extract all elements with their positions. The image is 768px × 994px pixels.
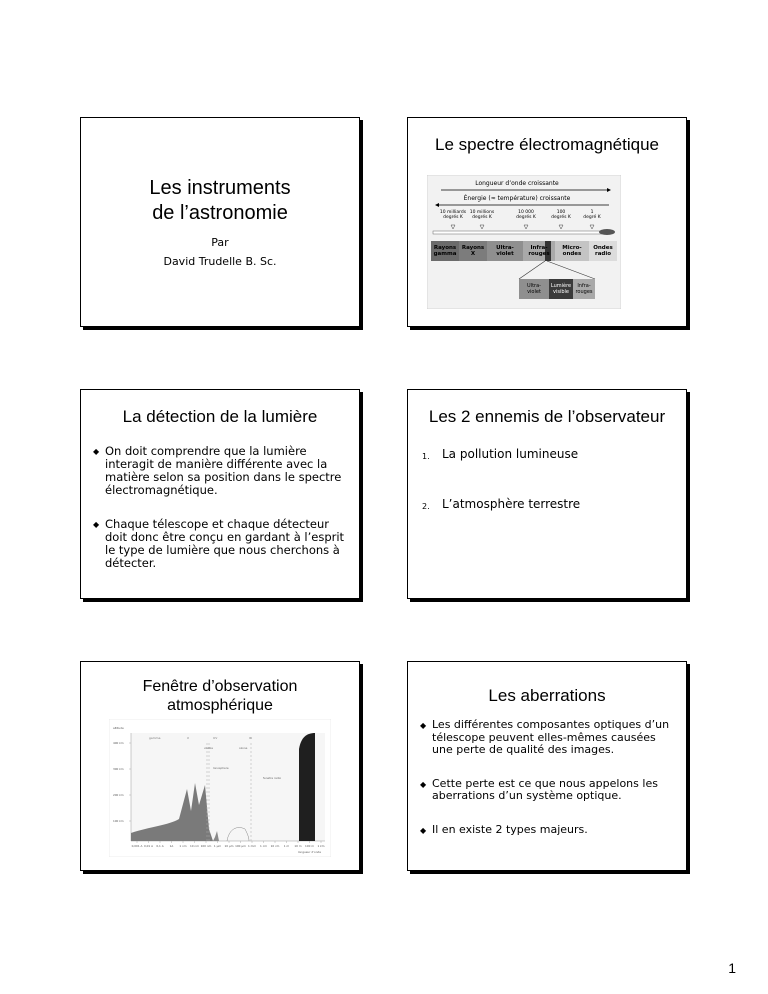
slide-aberrations [407, 661, 687, 871]
x-tick-label: 0,001 A [131, 844, 143, 848]
bullet-item: ◆ Les différentes composantes optiques d’un télescope peuvent elles-mêmes causées une perte de qualité des images. [420, 718, 670, 756]
x-tick-label: 10 cm [270, 844, 280, 848]
y-tick-label: 200 km [113, 793, 124, 797]
temperature-label: 10 milliards degrés K [439, 210, 467, 220]
x-tick-label: 10 µm [224, 844, 234, 848]
slide-enemies [407, 389, 687, 599]
x-tick-label: 10 nm [190, 844, 199, 848]
wave-line [433, 231, 603, 234]
diamond-bullet-icon: ◆ [420, 721, 427, 730]
author-name: David Trudelle B. Sc. [163, 255, 277, 268]
figure-note: ozone [239, 746, 248, 750]
x-tick-label: 1 cm [260, 844, 267, 848]
presentation-title: Les instruments de l’astronomie [149, 177, 291, 224]
page-number: 1 [728, 960, 736, 976]
slide-spectrum [407, 117, 687, 327]
diamond-bullet-icon: ◆ [420, 779, 427, 789]
by-label: Par [211, 236, 229, 249]
bullet-item: ◆ Il en existe 2 types majeurs. [420, 822, 588, 836]
x-tick-label: 10 m [294, 844, 302, 848]
figure-note: fenetre radio [263, 776, 282, 780]
band-label: Micro-ondes [562, 245, 582, 257]
y-tick-label: 100 km [113, 819, 124, 823]
slide-title: Les 2 ennemis de l’observateur [428, 407, 666, 426]
zoom-labels [527, 282, 593, 295]
zoom-label: Infra-rouges [575, 283, 593, 295]
x-tick-label: 1 m [283, 844, 290, 848]
item-text: La pollution lumineuse [442, 447, 579, 461]
zoom-label: Ultra-violet [527, 283, 541, 295]
band-label: Rayons X [461, 245, 485, 257]
energy-label: Énergie (≈ température) croissante [463, 195, 571, 202]
diamond-bullet-icon: ◆ [93, 520, 100, 529]
wavelength-label: Longueur d’onde croissante [475, 180, 559, 187]
slide-title: Fenêtre d’observation atmosphérique [142, 678, 298, 714]
bullet-list [93, 445, 345, 570]
band-label: Ultra-violet [496, 245, 514, 257]
x-tick-label: 1A [169, 844, 174, 848]
band-label: Infra-rouges [528, 245, 550, 257]
slide-title: Les aberrations [488, 686, 606, 705]
band-label: gamma [149, 736, 161, 740]
radio-absorption [299, 733, 315, 841]
band-label: X [187, 736, 190, 740]
y-tick-label: 300 km [113, 767, 124, 771]
bullet-item: ◆ On doit comprendre que la lumière interagit de manière différente avec la matière selon sa position dans le spectre électromagnétique. [93, 444, 342, 497]
y-axis-title: altitude [113, 726, 124, 730]
band-label: UV [213, 736, 218, 740]
slide-light-detection [80, 389, 360, 599]
x-tick-label: 100 µm [235, 844, 246, 848]
slide-atmospheric-window [80, 661, 360, 871]
x-tick-label: 0,1 A [156, 844, 164, 848]
diamond-bullet-icon: ◆ [93, 447, 100, 456]
x-tick-label: 1 km [317, 844, 325, 848]
x-tick-label: 0,01 A [143, 844, 154, 848]
y-tick-label: 400 km [113, 741, 124, 745]
zoom-label: Lumière visible [550, 283, 572, 295]
figure-note: Ionosphere [213, 766, 229, 770]
band-label: Ondes radio [593, 245, 613, 257]
x-tick-label: 1 nm [179, 844, 187, 848]
temperature-label: 100 degrés K [551, 210, 571, 220]
band-label: Rayons gamma [433, 245, 457, 257]
bullet-item: ◆ Chaque télescope et chaque détecteur doit donc être conçu en gardant à l’esprit le type de lumière que nous cherchons à détecter. [93, 517, 345, 570]
band-label: IR [249, 736, 252, 740]
temperature-label: 1 degré K [583, 210, 601, 220]
x-tick-label: 1 mm [247, 844, 257, 848]
item-number: 2. [422, 502, 430, 511]
spectrum-figure [427, 175, 621, 309]
bullet-list [420, 719, 672, 836]
temperature-label: 10 millions degrés K [469, 210, 495, 220]
slide-title [80, 117, 360, 327]
x-tick-label: 100 nm [200, 844, 212, 848]
x-axis-title: longueur d’onde [298, 850, 321, 854]
slide-title: La détection de la lumière [122, 407, 318, 426]
figure-note: visible [204, 746, 213, 750]
atmospheric-window-figure [109, 719, 331, 857]
diamond-bullet-icon: ◆ [420, 825, 427, 835]
x-tick-label: 1 µm [213, 844, 222, 848]
spectrum-band-blocks [431, 241, 617, 261]
bullet-item: ◆ Cette perte est ce que nous appelons les aberrations d’un système optique. [420, 776, 658, 802]
slide-title: Le spectre électromagnétique [435, 135, 659, 154]
temperature-label: 10 000 degrés K [516, 210, 536, 220]
item-number: 1. [422, 452, 430, 461]
item-text: L’atmosphère terrestre [442, 497, 581, 511]
x-tick-label: 100 m [305, 844, 314, 848]
